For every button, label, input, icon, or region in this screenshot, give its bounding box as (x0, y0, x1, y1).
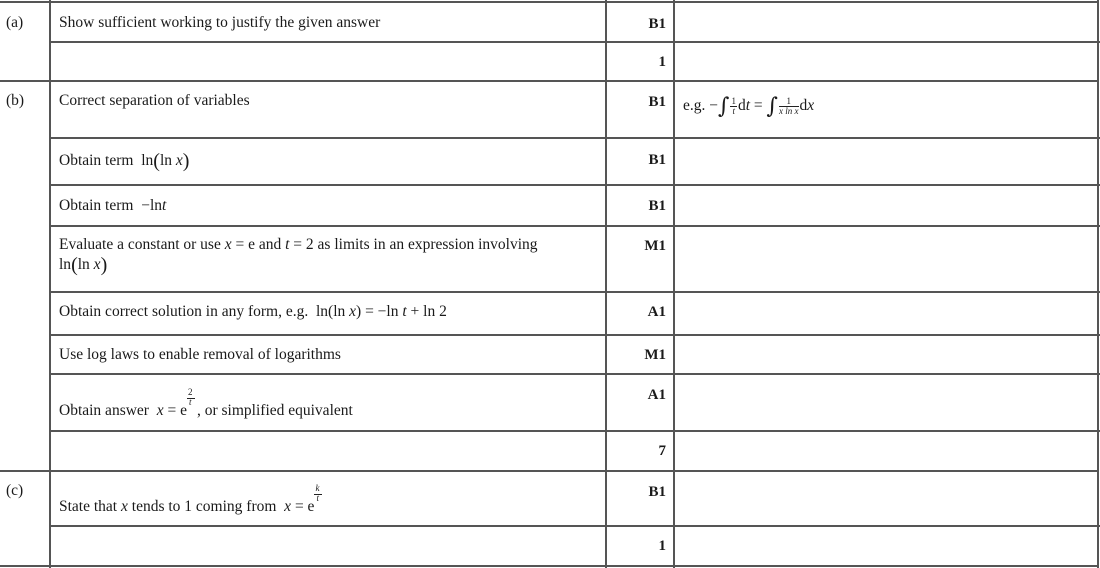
mark-c1: B1 (648, 484, 666, 500)
mark-b6: M1 (644, 347, 666, 363)
criterion-b3: Obtain term −lnt (59, 197, 167, 214)
table-border-right (1097, 0, 1099, 568)
total-a: 1 (658, 54, 666, 70)
criterion-b4: Evaluate a constant or use x = e and t = 2 as limits in an expression involving ln(ln x) (59, 236, 538, 276)
column-divider (673, 0, 675, 568)
row-divider (0, 80, 1099, 82)
criterion-b7: Obtain answer x = e $\frac{2}{t}$ , or simplified equivalent (59, 387, 353, 419)
row-divider (50, 184, 1100, 186)
row-divider (50, 373, 1100, 375)
total-b: 7 (658, 443, 666, 459)
criterion-c1: State that x tends to 1 coming from x = e $\frac{k}{t}$ (59, 497, 604, 517)
criterion-b6: Use log laws to enable removal of logarithms (59, 346, 341, 363)
guidance-prefix: e.g. (683, 97, 706, 114)
guidance-b1 (683, 94, 1093, 119)
mark-b3: B1 (648, 198, 666, 214)
row-divider (50, 225, 1100, 227)
math-limit-form: x = e $\frac{k}{t}$ (284, 498, 324, 515)
part-label-b: (b) (6, 92, 25, 109)
mark-b4: M1 (644, 238, 666, 254)
mark-b2: B1 (648, 152, 666, 168)
math-solution: ln(ln x) = −ln t + ln 2 (315, 303, 447, 320)
math-answer: x = e $\frac{2}{t}$ (157, 402, 197, 419)
math-ln-ln-x: ln(ln x) (141, 150, 190, 172)
criterion-b1: Correct separation of variables (59, 92, 250, 109)
mark-b1: B1 (648, 94, 666, 110)
separation-equation: −∫ $\frac{1}{t}$ dt = ∫ $\frac{1}{\text{x ln x}}$ dx (709, 94, 815, 119)
row-divider (50, 41, 1100, 43)
column-divider (49, 0, 51, 568)
criterion-a: Show sufficient working to justify the given answer (59, 14, 381, 31)
row-divider (0, 470, 1099, 472)
row-divider (50, 334, 1100, 336)
mark-b7: A1 (647, 387, 666, 403)
total-c: 1 (658, 538, 666, 554)
mark-b5: A1 (647, 304, 666, 320)
criterion-b5: Obtain correct solution in any form, e.g. ln(ln x) = −ln t + ln 2 (59, 303, 447, 320)
math-minus-ln-t: −lnt (141, 197, 167, 214)
row-divider (50, 525, 1100, 527)
part-label-c: (c) (6, 482, 24, 499)
criterion-b2: Obtain term ln(ln x) (59, 150, 190, 172)
mark-a: B1 (648, 16, 666, 32)
table-border-top (0, 1, 1099, 3)
row-divider (50, 430, 1100, 432)
row-divider (50, 291, 1100, 293)
math-ln-ln-x: ln(ln x) (59, 254, 108, 276)
table-border-bottom (0, 565, 1099, 567)
row-divider (50, 137, 1100, 139)
part-label-a: (a) (6, 14, 24, 31)
